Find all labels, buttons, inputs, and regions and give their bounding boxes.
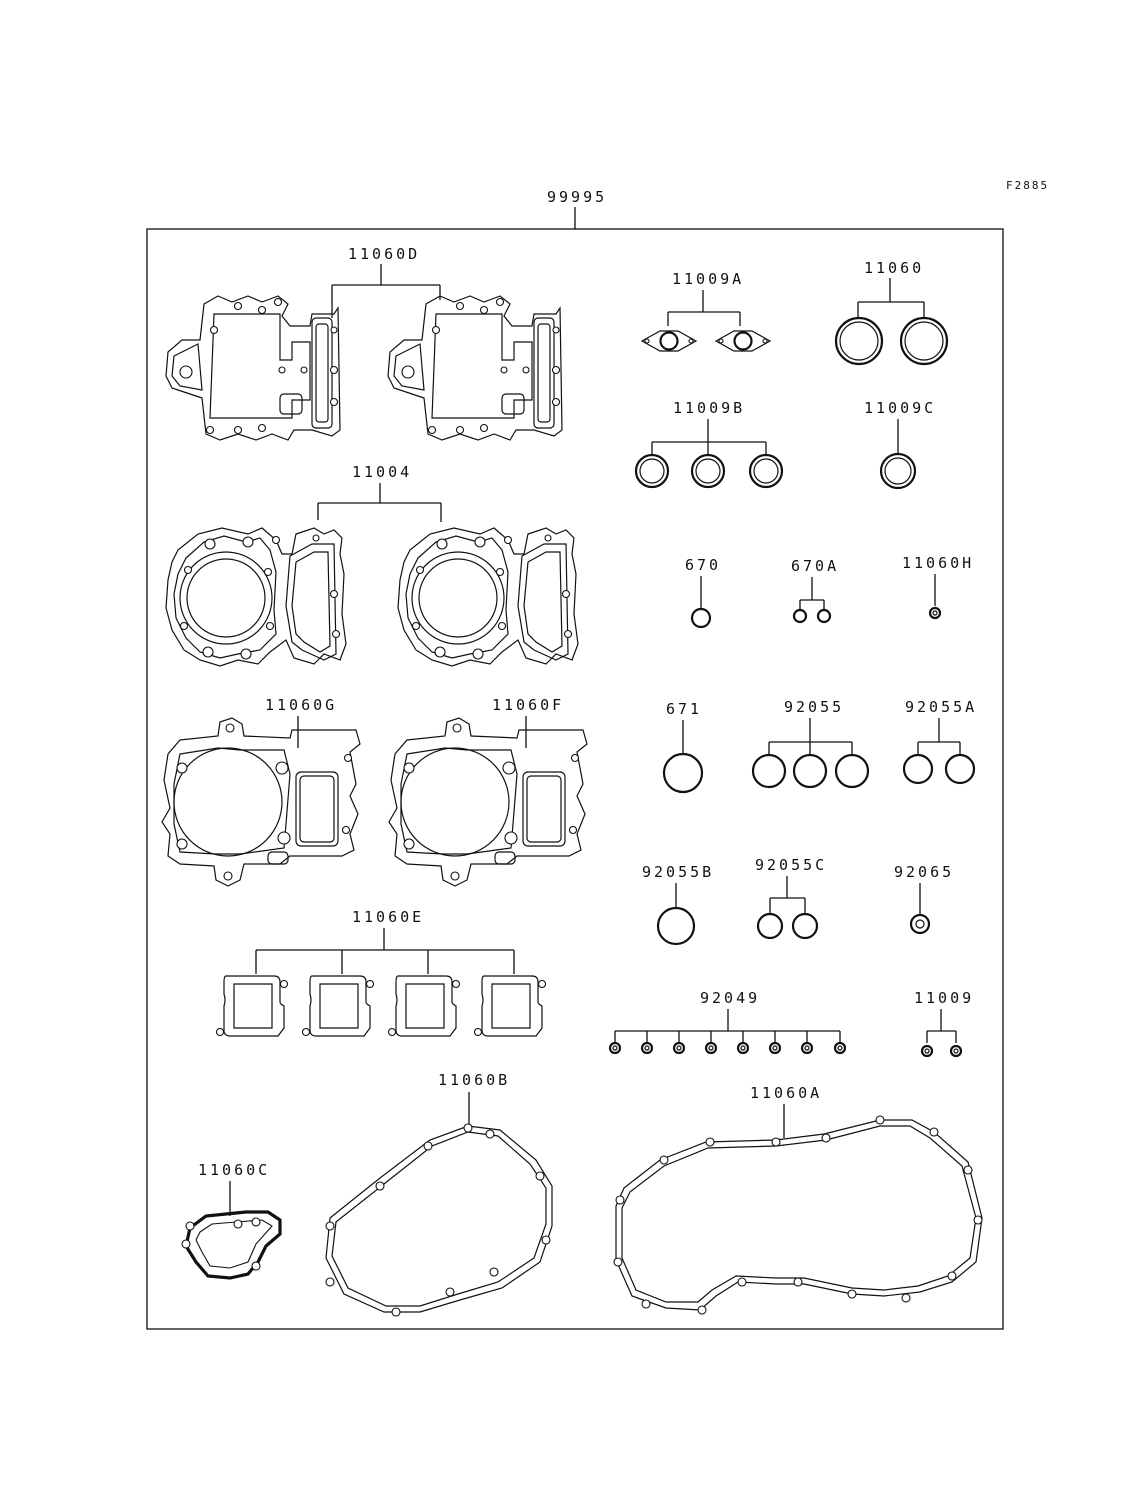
cylinder-head-gasket-right bbox=[388, 296, 562, 440]
label-11009A: 11009A bbox=[672, 270, 745, 288]
exhaust-ring-11009C bbox=[881, 454, 915, 488]
label-92055: 92055 bbox=[784, 698, 845, 716]
label-11060: 11060 bbox=[864, 259, 925, 277]
o-ring-pair-670A bbox=[794, 610, 830, 622]
cylinder-head-gasket-left bbox=[166, 296, 340, 440]
kit-number-label: 99995 bbox=[547, 188, 608, 206]
washer-92065 bbox=[911, 915, 929, 933]
o-ring-92055B bbox=[658, 908, 694, 944]
o-ring-671 bbox=[664, 754, 702, 792]
label-11060B: 11060B bbox=[438, 1071, 511, 1089]
o-ring-set-92055 bbox=[753, 755, 868, 787]
rect-gasket-2 bbox=[303, 976, 374, 1036]
cylinder-base-gasket-right bbox=[398, 528, 578, 666]
label-11060A: 11060A bbox=[750, 1084, 823, 1102]
label-11060C: 11060C bbox=[198, 1161, 271, 1179]
label-11060D: 11060D bbox=[348, 245, 421, 263]
clutch-cover-gasket-11060B bbox=[326, 1124, 552, 1316]
rect-gasket-1 bbox=[217, 976, 288, 1036]
label-11060E: 11060E bbox=[352, 908, 425, 926]
label-11060G: 11060G bbox=[265, 696, 338, 714]
washer-pair-11009 bbox=[922, 1046, 961, 1056]
exhaust-ring-set-11009B bbox=[636, 455, 782, 487]
label-11009: 11009 bbox=[914, 989, 975, 1007]
exhaust-flange-gasket-right bbox=[716, 331, 770, 351]
o-ring-pair-92055A bbox=[904, 755, 974, 783]
exhaust-flange-gasket-left bbox=[642, 331, 696, 351]
label-670: 670 bbox=[685, 556, 722, 574]
label-11009C: 11009C bbox=[864, 399, 937, 417]
label-92055C: 92055C bbox=[755, 856, 828, 874]
rect-gasket-3 bbox=[389, 976, 460, 1036]
label-92055B: 92055B bbox=[642, 863, 715, 881]
label-11060H: 11060H bbox=[902, 554, 975, 572]
cylinder-gasket-11060F bbox=[389, 718, 587, 886]
label-11009B: 11009B bbox=[673, 399, 746, 417]
water-pump-gasket bbox=[182, 1212, 280, 1278]
label-92049: 92049 bbox=[700, 989, 761, 1007]
cylinder-gasket-11060G bbox=[162, 718, 360, 886]
o-ring-pair-92055C bbox=[758, 914, 817, 938]
label-11060F: 11060F bbox=[492, 696, 565, 714]
cylinder-base-gasket-left bbox=[166, 528, 346, 666]
kit-frame bbox=[147, 229, 1003, 1329]
washer-set-92049 bbox=[610, 1043, 845, 1053]
label-671: 671 bbox=[666, 700, 703, 718]
crankcase-cover-gasket-11060A bbox=[614, 1116, 982, 1314]
diagram-code: F2885 bbox=[1006, 179, 1050, 192]
exhaust-ring-pair-11060 bbox=[836, 318, 947, 364]
label-92055A: 92055A bbox=[905, 698, 978, 716]
label-11004: 11004 bbox=[352, 463, 413, 481]
label-670A: 670A bbox=[791, 557, 840, 575]
o-ring-670 bbox=[692, 609, 710, 627]
label-92065: 92065 bbox=[894, 863, 955, 881]
washer-11060H bbox=[930, 608, 940, 618]
rect-gasket-4 bbox=[475, 976, 546, 1036]
